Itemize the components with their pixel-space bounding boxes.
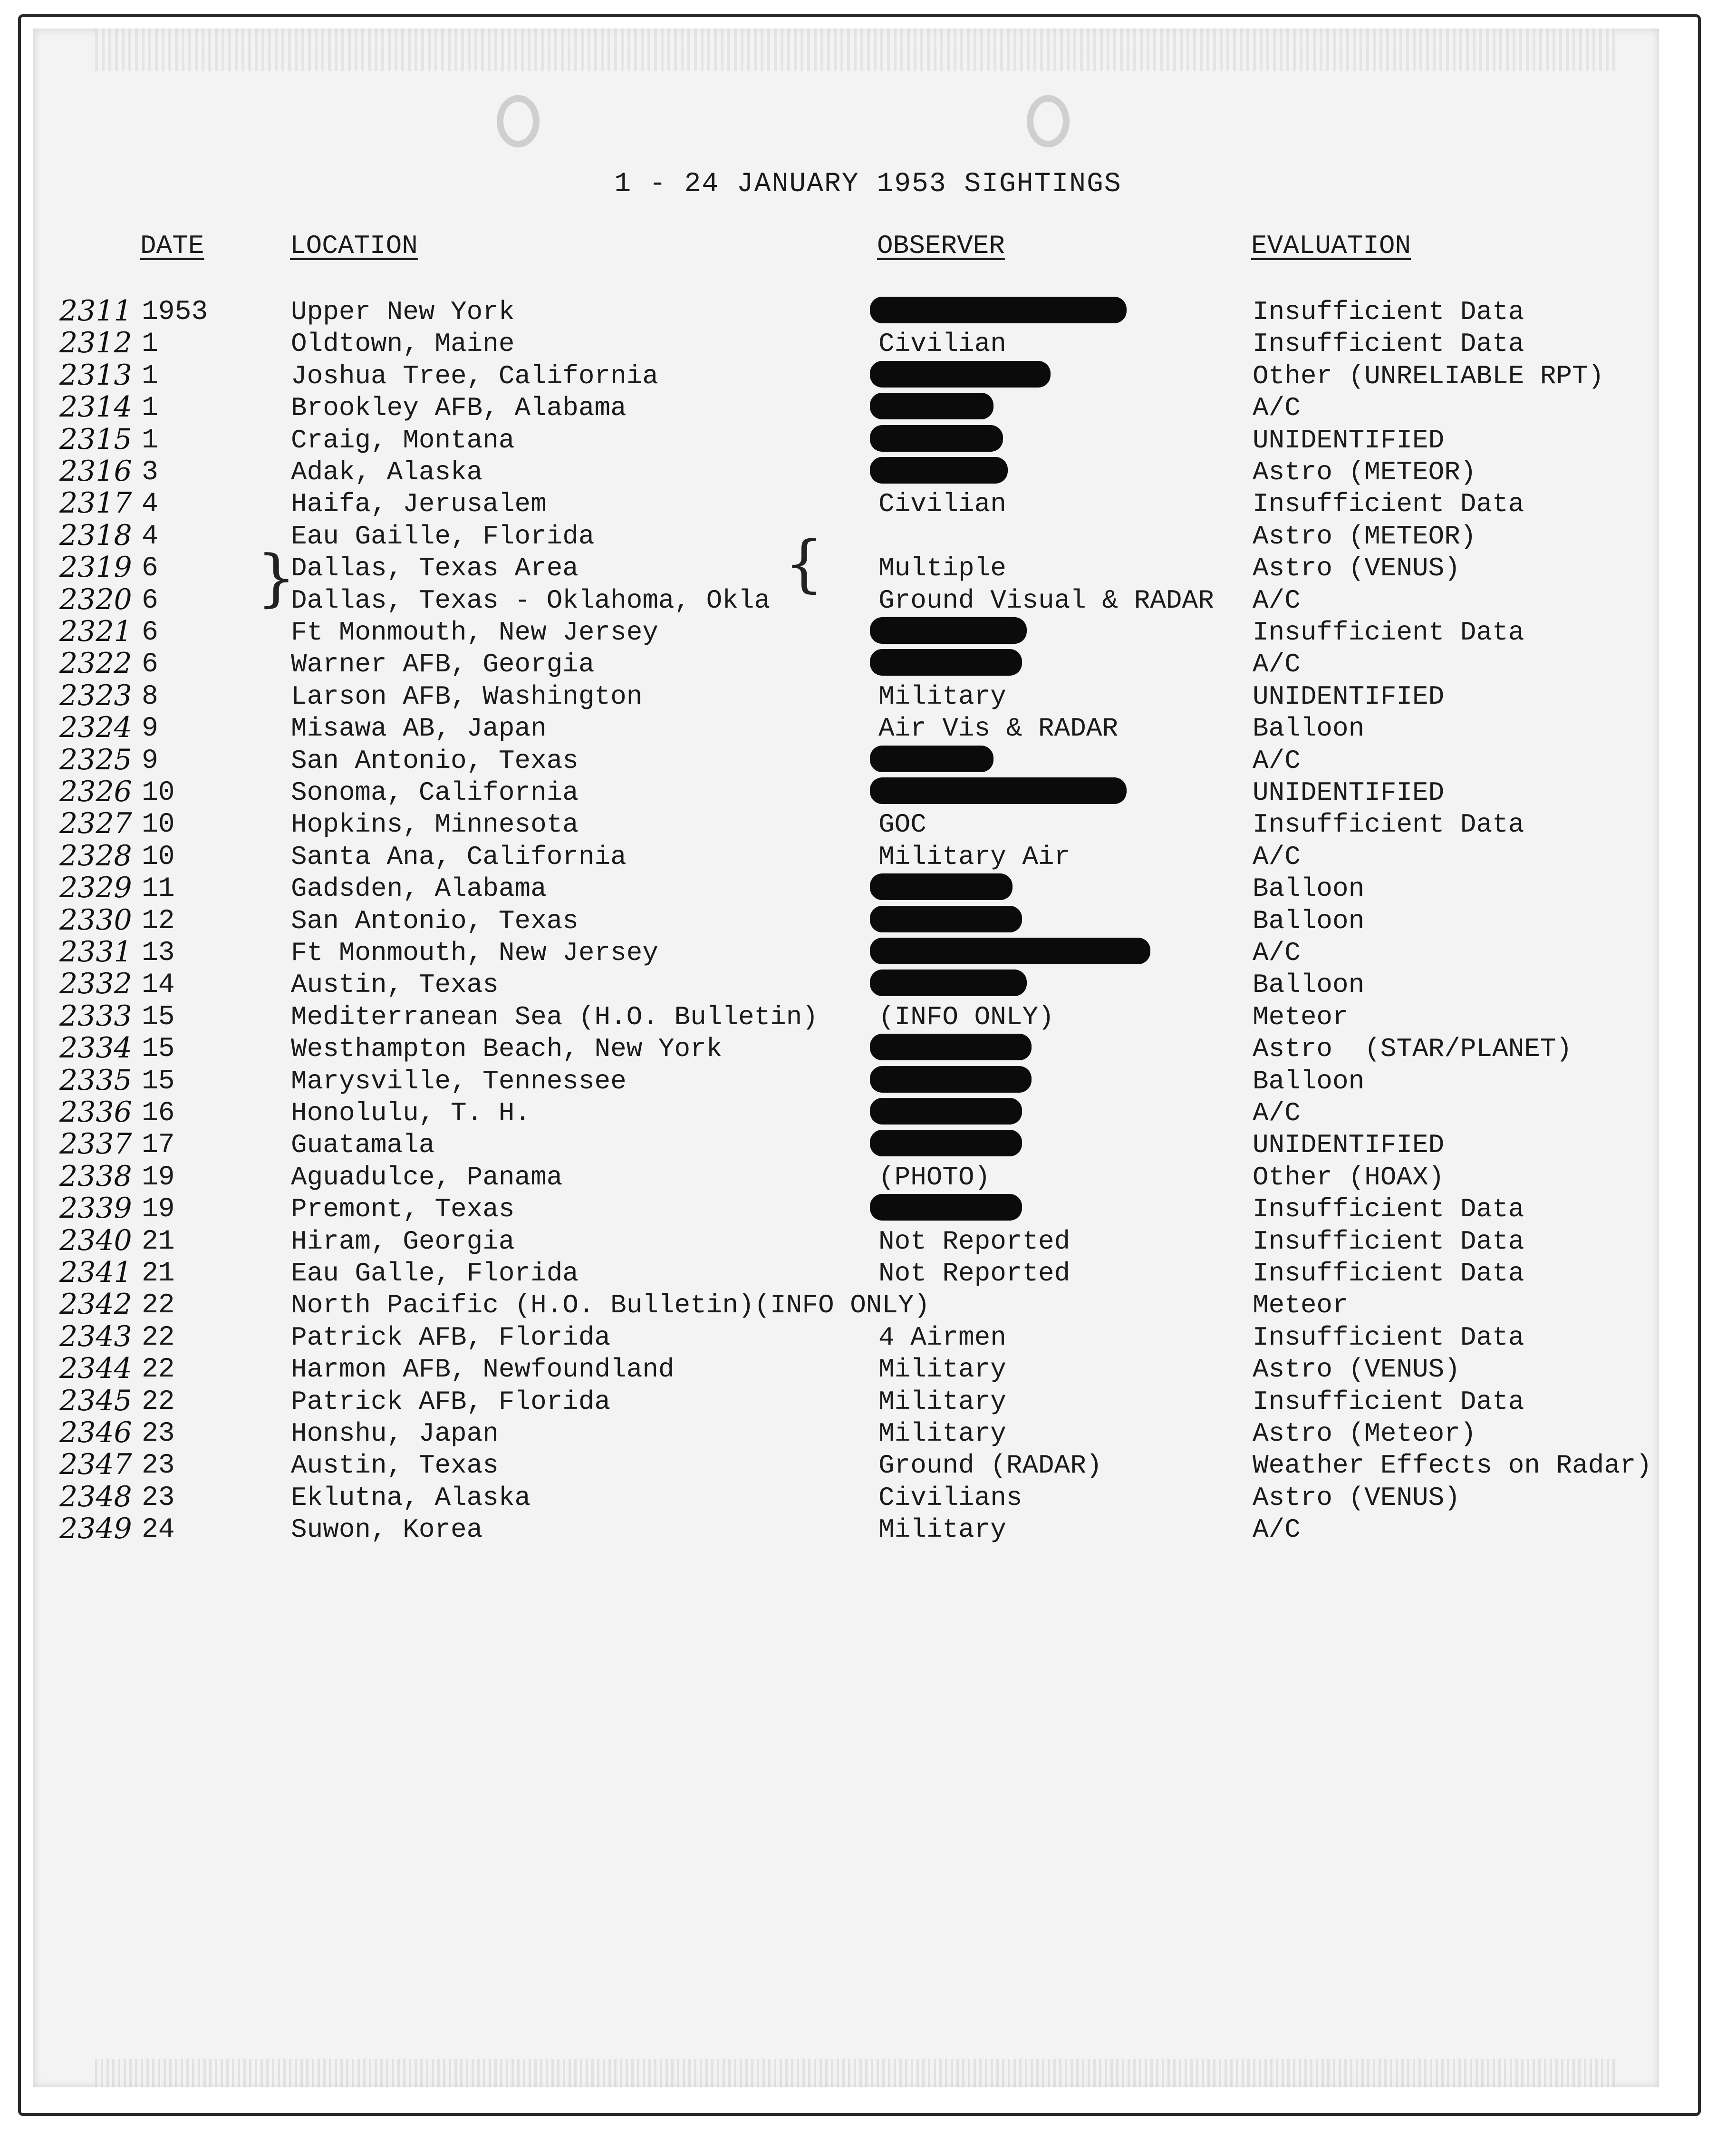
evaluation-cell: A/C (1253, 585, 1301, 616)
redaction-mark (870, 1066, 1032, 1093)
redaction-mark (870, 873, 1013, 900)
location-cell: Harmon AFB, Newfoundland (291, 1354, 675, 1385)
header-observer: OBSERVER (877, 231, 1005, 261)
case-number: 2344 (59, 1352, 132, 1385)
location-cell: San Antonio, Texas (291, 906, 579, 936)
date-cell: 23 (142, 1483, 175, 1513)
location-cell: Joshua Tree, California (291, 361, 658, 391)
redaction-mark (870, 361, 1051, 388)
evaluation-cell: Insufficient Data (1253, 617, 1524, 648)
case-number: 2337 (59, 1127, 132, 1161)
case-number: 2311 (59, 294, 132, 328)
location-cell: Haifa, Jerusalem (291, 489, 547, 519)
case-number: 2330 (59, 903, 132, 937)
date-cell: 13 (142, 938, 175, 969)
location-cell: North Pacific (H.O. Bulletin)(INFO ONLY) (291, 1290, 930, 1320)
location-cell: Larson AFB, Washington (291, 681, 643, 712)
header-location: LOCATION (290, 231, 418, 261)
case-number: 2349 (59, 1512, 132, 1545)
scan-noise-bottom (95, 2059, 1616, 2087)
date-cell: 12 (142, 906, 175, 937)
case-number: 2345 (59, 1384, 132, 1417)
redaction-mark (870, 1130, 1022, 1156)
evaluation-cell: A/C (1253, 746, 1301, 776)
evaluation-cell: UNIDENTIFIED (1253, 681, 1445, 712)
case-number: 2333 (59, 999, 132, 1033)
date-cell: 1 (142, 393, 158, 424)
evaluation-cell: Meteor (1253, 1002, 1349, 1032)
location-cell: Dallas, Texas Area (291, 553, 579, 583)
location-cell: Suwon, Korea (291, 1514, 483, 1545)
date-cell: 6 (142, 553, 158, 584)
date-cell: 15 (142, 1034, 175, 1065)
date-cell: 10 (142, 842, 175, 873)
location-cell: Craig, Montana (291, 425, 515, 456)
location-cell: Patrick AFB, Florida (291, 1322, 611, 1353)
evaluation-cell: A/C (1253, 393, 1301, 423)
case-number: 2336 (59, 1096, 132, 1129)
date-cell: 19 (142, 1162, 175, 1193)
punch-hole-right (1027, 95, 1070, 147)
date-cell: 22 (142, 1386, 175, 1417)
observer-cell: Multiple (878, 553, 1006, 583)
evaluation-cell: Balloon (1253, 1066, 1365, 1096)
date-cell: 4 (142, 521, 158, 552)
redaction-mark (870, 393, 993, 419)
case-number: 2321 (59, 615, 132, 648)
location-cell: Adak, Alaska (291, 457, 483, 487)
location-cell: Hopkins, Minnesota (291, 809, 579, 840)
evaluation-cell: Astro (Meteor) (1253, 1418, 1476, 1449)
observer-cell: Military (878, 1386, 1006, 1417)
redaction-mark (870, 617, 1027, 644)
evaluation-cell: Astro (METEOR) (1253, 521, 1476, 552)
case-number: 2328 (59, 839, 132, 873)
date-cell: 17 (142, 1130, 175, 1161)
date-cell: 16 (142, 1098, 175, 1129)
observer-cell: Military (878, 1514, 1006, 1545)
scan-noise-top (95, 29, 1616, 71)
case-number: 2313 (59, 359, 132, 392)
observer-cell: Civilian (878, 329, 1006, 359)
date-cell: 4 (142, 489, 158, 520)
location-cell: Sonoma, California (291, 777, 579, 808)
observer-cell: (INFO ONLY) (878, 1002, 1054, 1032)
date-cell: 21 (142, 1258, 175, 1289)
location-cell: Honshu, Japan (291, 1418, 499, 1449)
evaluation-cell: Balloon (1253, 873, 1365, 904)
evaluation-cell: Insufficient Data (1253, 329, 1524, 359)
observer-cell: Not Reported (878, 1226, 1071, 1257)
evaluation-cell: Other (UNRELIABLE RPT) (1253, 361, 1604, 391)
location-cell: Hiram, Georgia (291, 1226, 515, 1257)
observer-cell: Civilians (878, 1483, 1022, 1513)
observer-cell: Civilian (878, 489, 1006, 519)
location-cell: Gadsden, Alabama (291, 873, 547, 904)
location-cell: Misawa AB, Japan (291, 713, 547, 744)
evaluation-cell: Balloon (1253, 906, 1365, 936)
redaction-mark (870, 746, 993, 772)
location-cell: Eau Gaille, Florida (291, 521, 595, 552)
bracket-right: { (784, 527, 824, 600)
location-cell: Ft Monmouth, New Jersey (291, 938, 658, 968)
page-title: 1 - 24 JANUARY 1953 SIGHTINGS (614, 169, 1122, 200)
redaction-mark (870, 1034, 1032, 1060)
date-cell: 14 (142, 970, 175, 1000)
case-number: 2348 (59, 1480, 132, 1513)
case-number: 2318 (59, 519, 132, 552)
date-cell: 22 (142, 1354, 175, 1385)
case-number: 2329 (59, 871, 132, 904)
location-cell: Upper New York (291, 297, 515, 327)
location-cell: Oldtown, Maine (291, 329, 515, 359)
date-cell: 24 (142, 1514, 175, 1545)
observer-cell: Military Air (878, 842, 1071, 872)
case-number: 2331 (59, 935, 132, 969)
case-number: 2316 (59, 455, 132, 488)
observer-cell: (PHOTO) (878, 1162, 991, 1193)
date-cell: 22 (142, 1322, 175, 1353)
punch-hole-left (497, 95, 540, 147)
case-number: 2324 (59, 711, 132, 744)
location-cell: Brookley AFB, Alabama (291, 393, 627, 423)
case-number: 2312 (59, 326, 132, 359)
header-evaluation: EVALUATION (1251, 231, 1411, 261)
case-number: 2314 (59, 390, 132, 424)
date-cell: 10 (142, 809, 175, 840)
redaction-mark (870, 425, 1003, 452)
case-number: 2334 (59, 1031, 132, 1065)
case-number: 2341 (59, 1256, 132, 1289)
case-number: 2327 (59, 807, 132, 840)
observer-cell: Not Reported (878, 1258, 1071, 1289)
case-number: 2343 (59, 1320, 132, 1353)
case-number: 2317 (59, 486, 132, 520)
location-cell: Marysville, Tennessee (291, 1066, 627, 1096)
location-cell: Warner AFB, Georgia (291, 649, 595, 679)
evaluation-cell: Insufficient Data (1253, 809, 1524, 840)
redaction-mark (870, 297, 1127, 323)
evaluation-cell: A/C (1253, 1098, 1301, 1128)
evaluation-cell: Insufficient Data (1253, 1322, 1524, 1353)
date-cell: 3 (142, 457, 158, 488)
location-cell: Austin, Texas (291, 970, 499, 1000)
evaluation-cell: Astro (VENUS) (1253, 1354, 1460, 1385)
evaluation-cell: A/C (1253, 842, 1301, 872)
date-cell: 1953 (142, 297, 208, 328)
evaluation-cell: Astro (VENUS) (1253, 1483, 1460, 1513)
date-cell: 9 (142, 746, 158, 776)
case-number: 2323 (59, 679, 132, 712)
date-cell: 23 (142, 1450, 175, 1481)
redaction-mark (870, 457, 1008, 484)
evaluation-cell: Insufficient Data (1253, 1258, 1524, 1289)
redaction-mark (870, 649, 1022, 676)
date-cell: 6 (142, 649, 158, 680)
evaluation-cell: A/C (1253, 1514, 1301, 1545)
evaluation-cell: Astro (METEOR) (1253, 457, 1476, 487)
evaluation-cell: Insufficient Data (1253, 1386, 1524, 1417)
case-number: 2342 (59, 1288, 132, 1321)
case-number: 2346 (59, 1416, 132, 1449)
date-cell: 6 (142, 585, 158, 616)
location-cell: Ft Monmouth, New Jersey (291, 617, 658, 648)
evaluation-cell: Astro (VENUS) (1253, 553, 1460, 583)
redaction-mark (870, 906, 1022, 932)
case-number: 2325 (59, 743, 132, 776)
evaluation-cell: UNIDENTIFIED (1253, 777, 1445, 808)
case-number: 2338 (59, 1160, 132, 1193)
date-cell: 1 (142, 361, 158, 392)
evaluation-cell: UNIDENTIFIED (1253, 1130, 1445, 1160)
evaluation-cell: Insufficient Data (1253, 1194, 1524, 1224)
location-cell: Eklutna, Alaska (291, 1483, 531, 1513)
redaction-mark (870, 970, 1027, 996)
date-cell: 1 (142, 425, 158, 456)
case-number: 2315 (59, 423, 132, 456)
evaluation-cell: Weather Effects on Radar) (1253, 1450, 1652, 1481)
location-cell: San Antonio, Texas (291, 746, 579, 776)
evaluation-cell: Astro (STAR/PLANET) (1253, 1034, 1572, 1064)
observer-cell: Military (878, 681, 1006, 712)
location-cell: Patrick AFB, Florida (291, 1386, 611, 1417)
redaction-mark (870, 777, 1127, 804)
location-cell: Guatamala (291, 1130, 435, 1160)
case-number: 2335 (59, 1064, 132, 1097)
date-cell: 10 (142, 777, 175, 808)
case-number: 2326 (59, 775, 132, 808)
evaluation-cell: Meteor (1253, 1290, 1349, 1320)
date-cell: 15 (142, 1002, 175, 1033)
bracket-left: } (257, 542, 296, 614)
date-cell: 22 (142, 1290, 175, 1321)
case-number: 2347 (59, 1448, 132, 1481)
observer-cell: Military (878, 1354, 1006, 1385)
observer-cell: Air Vis & RADAR (878, 713, 1119, 744)
location-cell: Premont, Texas (291, 1194, 515, 1224)
date-cell: 23 (142, 1418, 175, 1449)
evaluation-cell: UNIDENTIFIED (1253, 425, 1445, 456)
case-number: 2320 (59, 583, 132, 616)
evaluation-cell: Insufficient Data (1253, 1226, 1524, 1257)
date-cell: 9 (142, 713, 158, 744)
redaction-mark (870, 1194, 1022, 1221)
date-cell: 6 (142, 617, 158, 648)
location-cell: Austin, Texas (291, 1450, 499, 1481)
evaluation-cell: Other (HOAX) (1253, 1162, 1445, 1193)
date-cell: 21 (142, 1226, 175, 1257)
case-number: 2340 (59, 1224, 132, 1257)
location-cell: Dallas, Texas - Oklahoma, Okla (291, 585, 771, 616)
location-cell: Mediterranean Sea (H.O. Bulletin) (291, 1002, 818, 1032)
observer-cell: Ground Visual & RADAR (878, 585, 1214, 616)
date-cell: 1 (142, 329, 158, 359)
evaluation-cell: Balloon (1253, 970, 1365, 1000)
location-cell: Honolulu, T. H. (291, 1098, 531, 1128)
date-cell: 11 (142, 873, 175, 904)
observer-cell: Military (878, 1418, 1006, 1449)
observer-cell: 4 Airmen (878, 1322, 1006, 1353)
evaluation-cell: A/C (1253, 649, 1301, 679)
observer-cell: Ground (RADAR) (878, 1450, 1102, 1481)
evaluation-cell: Balloon (1253, 713, 1365, 744)
redaction-mark (870, 938, 1150, 964)
observer-cell: GOC (878, 809, 926, 840)
case-number: 2319 (59, 551, 132, 584)
evaluation-cell: A/C (1253, 938, 1301, 968)
evaluation-cell: Insufficient Data (1253, 489, 1524, 519)
redaction-mark (870, 1098, 1022, 1125)
case-number: 2339 (59, 1192, 132, 1225)
location-cell: Eau Galle, Florida (291, 1258, 579, 1289)
case-number: 2332 (59, 967, 132, 1000)
date-cell: 19 (142, 1194, 175, 1225)
case-number: 2322 (59, 647, 132, 680)
evaluation-cell: Insufficient Data (1253, 297, 1524, 327)
date-cell: 15 (142, 1066, 175, 1097)
location-cell: Aguadulce, Panama (291, 1162, 563, 1193)
header-date: DATE (140, 231, 204, 261)
location-cell: Santa Ana, California (291, 842, 627, 872)
date-cell: 8 (142, 681, 158, 712)
location-cell: Westhampton Beach, New York (291, 1034, 723, 1064)
